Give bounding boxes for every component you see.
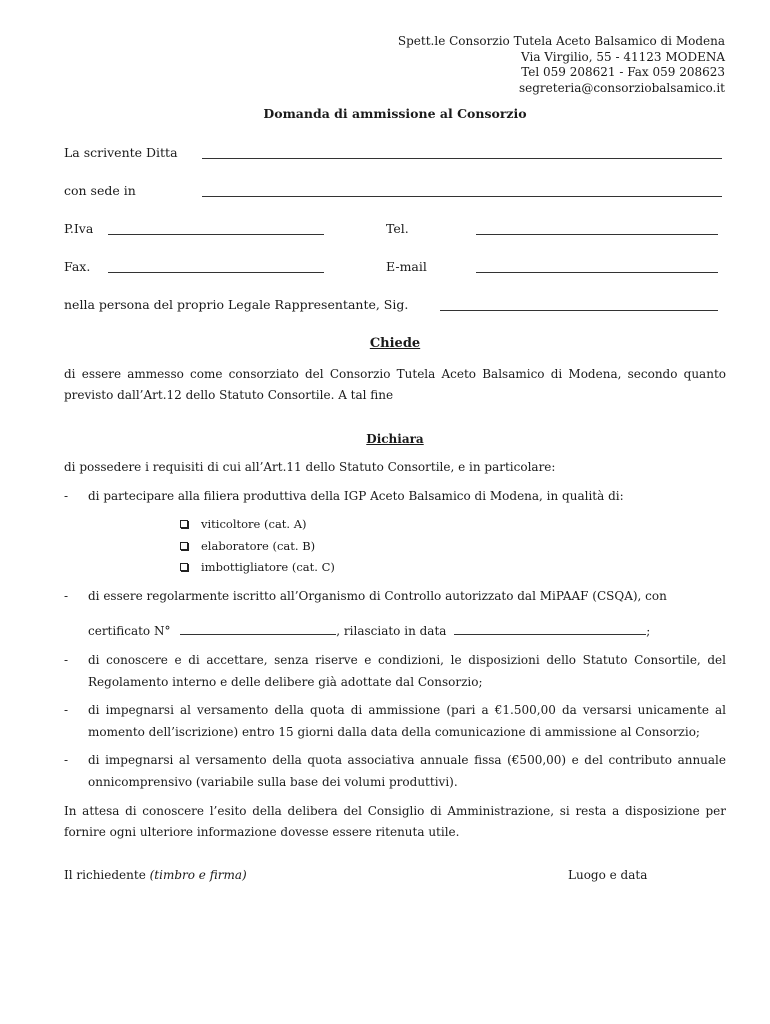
checkbox-icon[interactable] [180,520,188,528]
cert-date-label: , rilasciato in data [336,624,447,638]
certificate-row [88,624,650,638]
bullet-dash: - [64,703,69,717]
richiedente-label: Il richiedente [64,868,146,882]
option-imbottigliatore[interactable] [180,560,335,574]
signature-richiedente [64,868,247,882]
email-label: E-mail [386,259,427,274]
chiede-text: di essere ammesso come consorziato del Consorzio Tutela Aceto Balsamico di Modena, secondo quanto previsto dall’Art.12 dello Statuto Consortile. A tal fine [64,367,726,402]
luogo-data-label: Luogo e data [568,868,648,882]
fax-blank-line[interactable] [108,272,324,273]
cert-end: ; [646,624,651,638]
fax-label: Fax. [64,259,91,274]
recipient-line-phone: Tel 059 208621 - Fax 059 208623 [521,65,725,79]
checkbox-icon[interactable] [180,563,188,571]
ditta-label: La scrivente Ditta [64,145,178,160]
chiede-heading: Chiede [369,336,421,351]
tel-label: Tel. [386,221,409,236]
piva-blank-line[interactable] [108,234,324,235]
dichiara-heading: Dichiara [366,432,424,446]
legale-label: nella persona del proprio Legale Rappresentante, Sig. [64,297,409,312]
bullet-dash: - [64,589,69,603]
sede-label: con sede in [64,183,136,198]
sede-blank-line[interactable] [202,196,722,197]
tel-blank-line[interactable] [476,234,718,235]
email-blank-line[interactable] [476,272,718,273]
option-elaboratore-label: elaboratore (cat. B) [201,539,316,553]
closing-paragraph: In attesa di conoscere l’esito della delibera del Consiglio di Amministrazione, si resta a disposizione per fornire ogni ulteriore informazione dovesse essere ritenuta utile. [64,804,726,839]
dichiara-item-csqa: di essere regolarmente iscritto all’Organismo di Controllo autorizzato dal MiPAAF (CSQA), con [88,589,667,603]
recipient-line-email: segreteria@consorziobalsamico.it [518,80,725,95]
recipient-address [398,34,725,96]
bullet-dash: - [64,753,69,767]
bullet-dash: - [64,653,69,667]
dichiara-item-statuto: di conoscere e di accettare, senza riserve e condizioni, le disposizioni dello Statuto Consortile, del Regolamento interno e delle delibere già adottate dal Consorzio; [88,653,726,689]
timbro-label: (timbro e firma) [149,868,247,882]
cert-date-blank[interactable] [454,624,646,635]
dichiara-intro: di possedere i requisiti di cui all’Art.11 dello Statuto Consortile, e in particolare: [64,460,556,474]
cert-label: certificato N° [88,624,171,638]
option-viticoltore-label: viticoltore (cat. A) [201,517,307,531]
recipient-line-street: Via Virgilio, 55 - 41123 MODENA [521,49,725,64]
legale-blank-line[interactable] [440,310,718,311]
ditta-blank-line[interactable] [202,158,722,159]
piva-label: P.Iva [64,221,94,236]
dichiara-item-filiera: di partecipare alla filiera produttiva della IGP Aceto Balsamico di Modena, in qualità di: [88,489,624,503]
dichiara-item-quota-annuale: di impegnarsi al versamento della quota associativa annuale fissa (€500,00) e del contributo annuale onnicomprensivo (variabile sulla base dei volumi produttivi). [88,753,726,789]
checkbox-icon[interactable] [180,542,188,550]
bullet-dash: - [64,489,69,503]
document-title: Domanda di ammissione al Consorzio [263,106,527,121]
option-imbottigliatore-label: imbottigliatore (cat. C) [201,560,335,574]
option-elaboratore[interactable] [180,539,315,553]
recipient-line-name: Spett.le Consorzio Tutela Aceto Balsamico di Modena [397,34,725,48]
cert-number-blank[interactable] [180,624,336,635]
option-viticoltore[interactable] [180,517,307,531]
dichiara-item-quota-ammissione: di impegnarsi al versamento della quota di ammissione (pari a €1.500,00 da versarsi unicamente al momento dell’iscrizione) entro 15 giorni dalla data della comunicazione di ammissione al Consorzio; [88,703,726,739]
